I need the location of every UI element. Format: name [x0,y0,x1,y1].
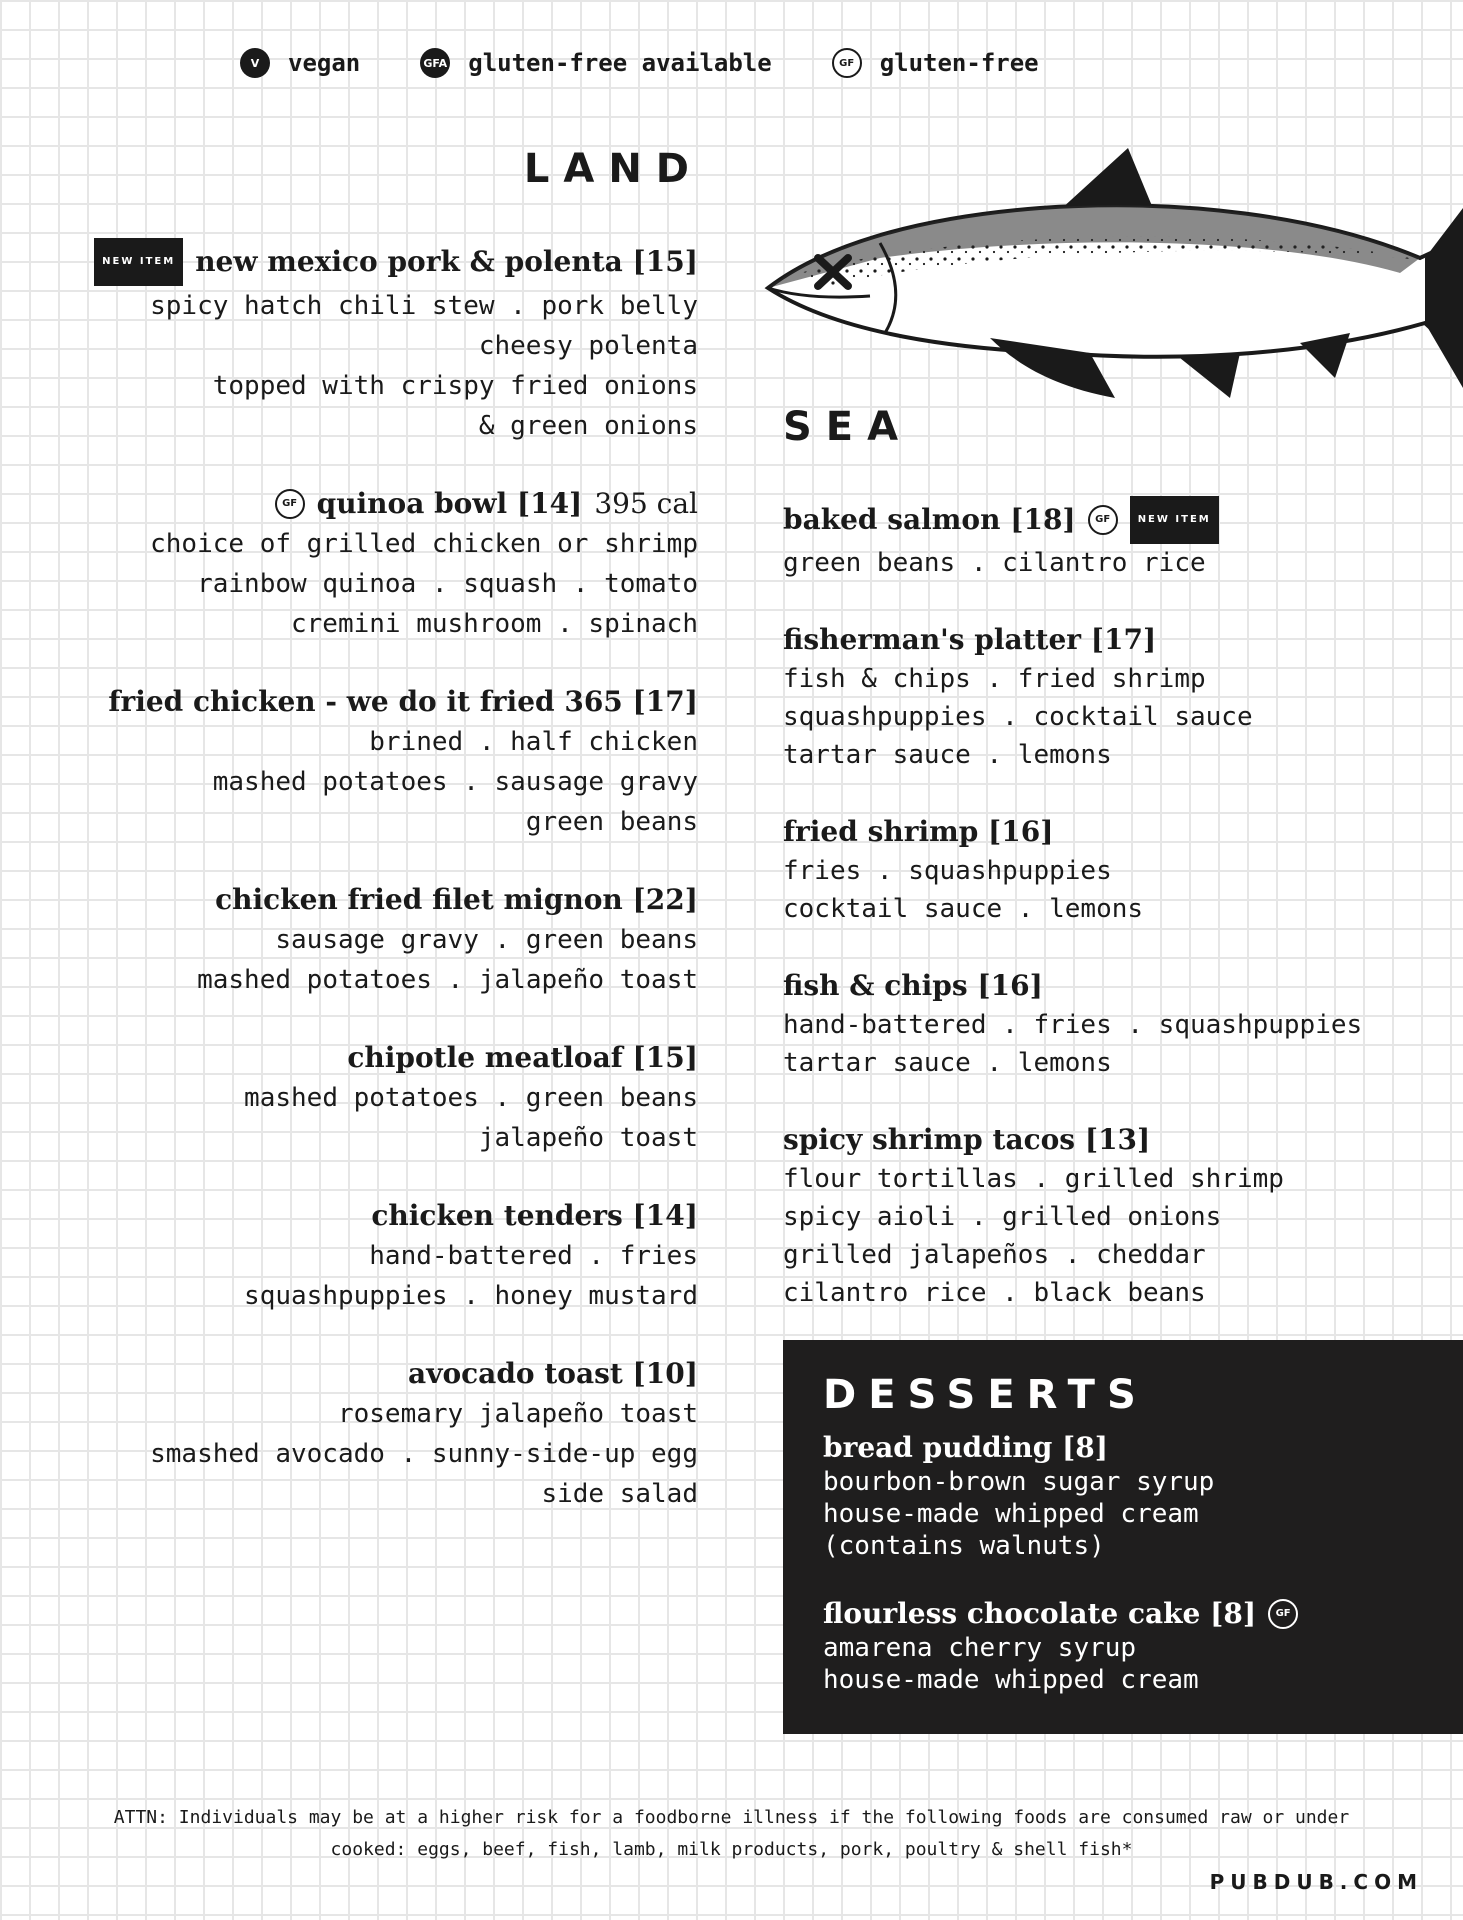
menu-item [783,496,1433,582]
item-name: quinoa bowl [14] [316,487,583,520]
legend-vegan [240,48,360,78]
item-line: house-made whipped cream [823,1499,1199,1529]
item-line: cheesy polenta [478,331,698,361]
notice-line: ATTN: Individuals may be at a higher risk for a foodborne illness if the following foods are consumed raw or under [113,1807,1350,1828]
item-line: house-made whipped cream [823,1665,1199,1695]
dietary-legend [240,48,1039,78]
legend-label: gluten-free [879,49,1039,77]
item-line: cilantro rice . black beans [783,1278,1206,1308]
salmon-illustration [760,148,1463,418]
item-line: & green onions [478,411,698,441]
notice-line: cooked: eggs, beef, fish, lamb, milk products, pork, poultry & shell fish* [330,1839,1133,1860]
item-line: cremini mushroom . spinach [291,609,698,639]
item-name: baked salmon [18] [783,503,1076,536]
item-line: hand-battered . fries . squashpuppies [783,1010,1363,1040]
item-line: hand-battered . fries [369,1241,698,1271]
land-section-title: LAND [523,146,703,192]
item-name: chipotle meatloaf [15] [347,1041,698,1074]
menu-item [783,620,1433,774]
menu-item [783,812,1433,928]
gluten-free-icon: GF [275,489,305,519]
item-line: tartar sauce . lemons [783,740,1112,770]
calorie-count: 395 cal [594,487,698,520]
menu-item [0,1354,698,1514]
item-line: smashed avocado . sunny-side-up egg [150,1439,698,1469]
item-line: grilled jalapeños . cheddar [783,1240,1206,1270]
legend-label: vegan [288,49,361,77]
item-line: side salad [541,1479,698,1509]
vegan-icon: V [240,48,270,78]
item-line: spicy aioli . grilled onions [783,1202,1222,1232]
item-name: flourless chocolate cake [8] [823,1597,1257,1630]
item-line: tartar sauce . lemons [783,1048,1112,1078]
item-name: bread pudding [8] [823,1431,1109,1464]
item-line: sausage gravy . green beans [275,925,698,955]
item-name: chicken fried filet mignon [22] [215,883,698,916]
item-line: choice of grilled chicken or shrimp [150,529,698,559]
item-name: fried shrimp [16] [783,815,1054,848]
item-line: mashed potatoes . sausage gravy [212,767,698,797]
item-name: fish & chips [16] [783,969,1043,1002]
website-link[interactable]: PUBDUB.COM [1209,1870,1423,1894]
land-menu [0,238,698,1552]
item-line: rosemary jalapeño toast [337,1399,698,1429]
allergen-notice [100,1802,1363,1866]
item-line: fish & chips . fried shrimp [783,664,1206,694]
gluten-free-icon: GF [1088,505,1118,535]
menu-item [0,1038,698,1158]
gluten-free-icon: GF [1268,1599,1298,1629]
item-line: green beans . cilantro rice [783,548,1206,578]
gluten-free-icon: GF [832,48,862,78]
item-line: fries . squashpuppies [783,856,1112,886]
legend-gluten-free [832,48,1039,78]
item-line: squashpuppies . cocktail sauce [783,702,1253,732]
legend-label: gluten-free available [468,49,772,77]
item-line: mashed potatoes . green beans [244,1083,698,1113]
gluten-free-available-icon: GFA [420,48,450,78]
item-line: squashpuppies . honey mustard [244,1281,698,1311]
item-line: mashed potatoes . jalapeño toast [197,965,698,995]
item-name: spicy shrimp tacos [13] [783,1123,1151,1156]
menu-item [823,1430,1423,1562]
item-line: bourbon-brown sugar syrup [823,1467,1215,1497]
item-line: jalapeño toast [478,1123,698,1153]
legend-gluten-free-available [420,48,771,78]
menu-item [783,966,1433,1082]
menu-item [0,880,698,1000]
item-line: brined . half chicken [369,727,698,757]
desserts-section-title: DESSERTS [823,1372,1148,1418]
item-line: rainbow quinoa . squash . tomato [197,569,698,599]
item-line: cocktail sauce . lemons [783,894,1144,924]
menu-item [823,1596,1423,1696]
sea-section-title: SEA [783,404,913,450]
menu-item [0,238,698,446]
item-line: spicy hatch chili stew . pork belly [150,291,698,321]
menu-item [0,484,698,644]
menu-item [0,1196,698,1316]
item-name: new mexico pork & polenta [15] [195,245,698,278]
new-item-badge: NEW ITEM [94,238,183,286]
item-name: chicken tenders [14] [371,1199,698,1232]
item-line: flour tortillas . grilled shrimp [783,1164,1284,1194]
item-name: fried chicken - we do it fried 365 [17] [108,685,698,718]
item-name: fisherman's platter [17] [783,623,1157,656]
item-line: (contains walnuts) [823,1531,1105,1561]
menu-item [0,682,698,842]
item-line: amarena cherry syrup [823,1633,1137,1663]
sea-menu [783,496,1433,1350]
item-line: topped with crispy fried onions [212,371,698,401]
menu-item [783,1120,1433,1312]
desserts-panel [783,1340,1463,1734]
item-line: green beans [525,807,698,837]
new-item-badge: NEW ITEM [1130,496,1219,544]
item-name: avocado toast [10] [408,1357,698,1390]
